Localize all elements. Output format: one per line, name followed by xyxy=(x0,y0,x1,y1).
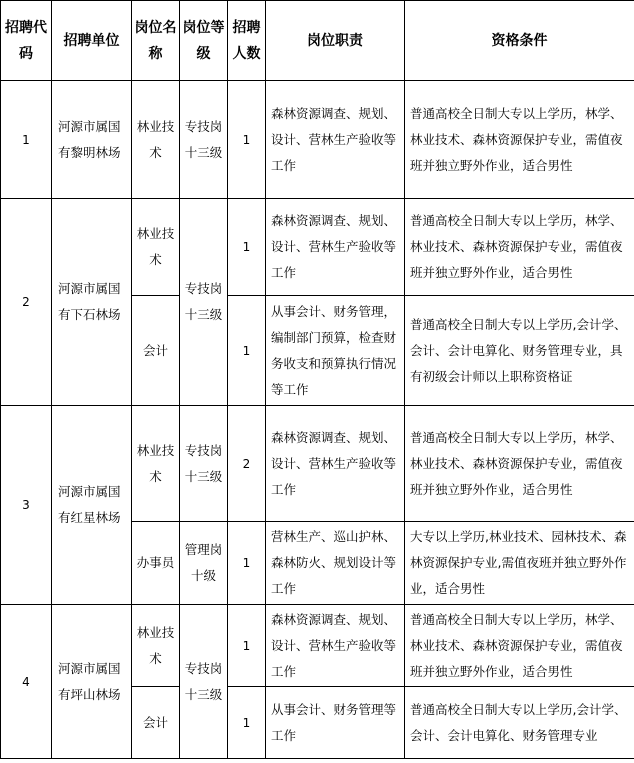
table-row xyxy=(1,406,634,522)
recruit-code: 1 xyxy=(1,81,52,199)
recruit-count: 1 xyxy=(228,81,266,199)
post-name: 办事员 xyxy=(132,522,180,605)
post-grade: 管理岗十级 xyxy=(180,522,228,605)
header-code: 招聘代码 xyxy=(1,1,52,81)
recruit-count: 1 xyxy=(228,296,266,406)
qualification: 大专以上学历,林业技术、园林技术、森林资源保护专业,需值夜班并独立野外作业，适合男性 xyxy=(405,522,634,605)
post-duty: 从事会计、财务管理等工作 xyxy=(266,687,405,759)
qualification: 普通高校全日制大专以上学历，林学、林业技术、森林资源保护专业，需值夜班并独立野外作业，适合男性 xyxy=(405,406,634,522)
header-duty: 岗位职责 xyxy=(266,1,405,81)
recruit-count: 2 xyxy=(228,406,266,522)
post-name: 林业技术 xyxy=(132,199,180,296)
post-duty: 森林资源调查、规划、设计、营林生产验收等工作 xyxy=(266,81,405,199)
qualification: 普通高校全日制大专以上学历，林学、林业技术、森林资源保护专业，需值夜班并独立野外作业，适合男性 xyxy=(405,199,634,296)
recruit-unit: 河源市属国有坪山林场 xyxy=(52,605,132,759)
qualification: 普通高校全日制大专以上学历,会计学、会计、会计电算化、财务管理专业 xyxy=(405,687,634,759)
header-qual: 资格条件 xyxy=(405,1,634,81)
header-count: 招聘人数 xyxy=(228,1,266,81)
header-row xyxy=(1,1,634,81)
post-duty: 从事会计、财务管理，编制部门预算，检查财务收支和预算执行情况等工作 xyxy=(266,296,405,406)
recruit-code: 3 xyxy=(1,406,52,605)
qualification: 普通高校全日制大专以上学历，林学、林业技术、森林资源保护专业，需值夜班并独立野外作业，适合男性 xyxy=(405,81,634,199)
post-name: 会计 xyxy=(132,687,180,759)
post-duty: 森林资源调查、规划、设计、营林生产验收等工作 xyxy=(266,605,405,687)
table-row xyxy=(1,81,634,199)
table-row xyxy=(1,605,634,687)
post-grade: 专技岗十三级 xyxy=(180,605,228,759)
post-name: 会计 xyxy=(132,296,180,406)
post-duty: 森林资源调查、规划、设计、营林生产验收等工作 xyxy=(266,199,405,296)
recruit-unit: 河源市属国有下石林场 xyxy=(52,199,132,406)
recruit-code: 2 xyxy=(1,199,52,406)
post-duty: 森林资源调查、规划、设计、营林生产验收等工作 xyxy=(266,406,405,522)
qualification: 普通高校全日制大专以上学历，林学、林业技术、森林资源保护专业，需值夜班并独立野外作业，适合男性 xyxy=(405,605,634,687)
recruit-unit: 河源市属国有红星林场 xyxy=(52,406,132,605)
post-grade: 专技岗十三级 xyxy=(180,199,228,406)
recruit-unit: 河源市属国有黎明林场 xyxy=(52,81,132,199)
header-grade: 岗位等级 xyxy=(180,1,228,81)
recruit-count: 1 xyxy=(228,522,266,605)
recruit-count: 1 xyxy=(228,605,266,687)
post-name: 林业技术 xyxy=(132,406,180,522)
post-name: 林业技术 xyxy=(132,605,180,687)
post-name: 林业技术 xyxy=(132,81,180,199)
recruit-count: 1 xyxy=(228,199,266,296)
post-grade: 专技岗十三级 xyxy=(180,406,228,522)
header-post: 岗位名称 xyxy=(132,1,180,81)
recruit-count: 1 xyxy=(228,687,266,759)
header-unit: 招聘单位 xyxy=(52,1,132,81)
post-grade: 专技岗十三级 xyxy=(180,81,228,199)
qualification: 普通高校全日制大专以上学历,会计学、会计、会计电算化、财务管理专业，具有初级会计师以上职称资格证 xyxy=(405,296,634,406)
recruit-code: 4 xyxy=(1,605,52,759)
table-row xyxy=(1,199,634,296)
post-duty: 营林生产、巡山护林、森林防火、规划设计等工作 xyxy=(266,522,405,605)
